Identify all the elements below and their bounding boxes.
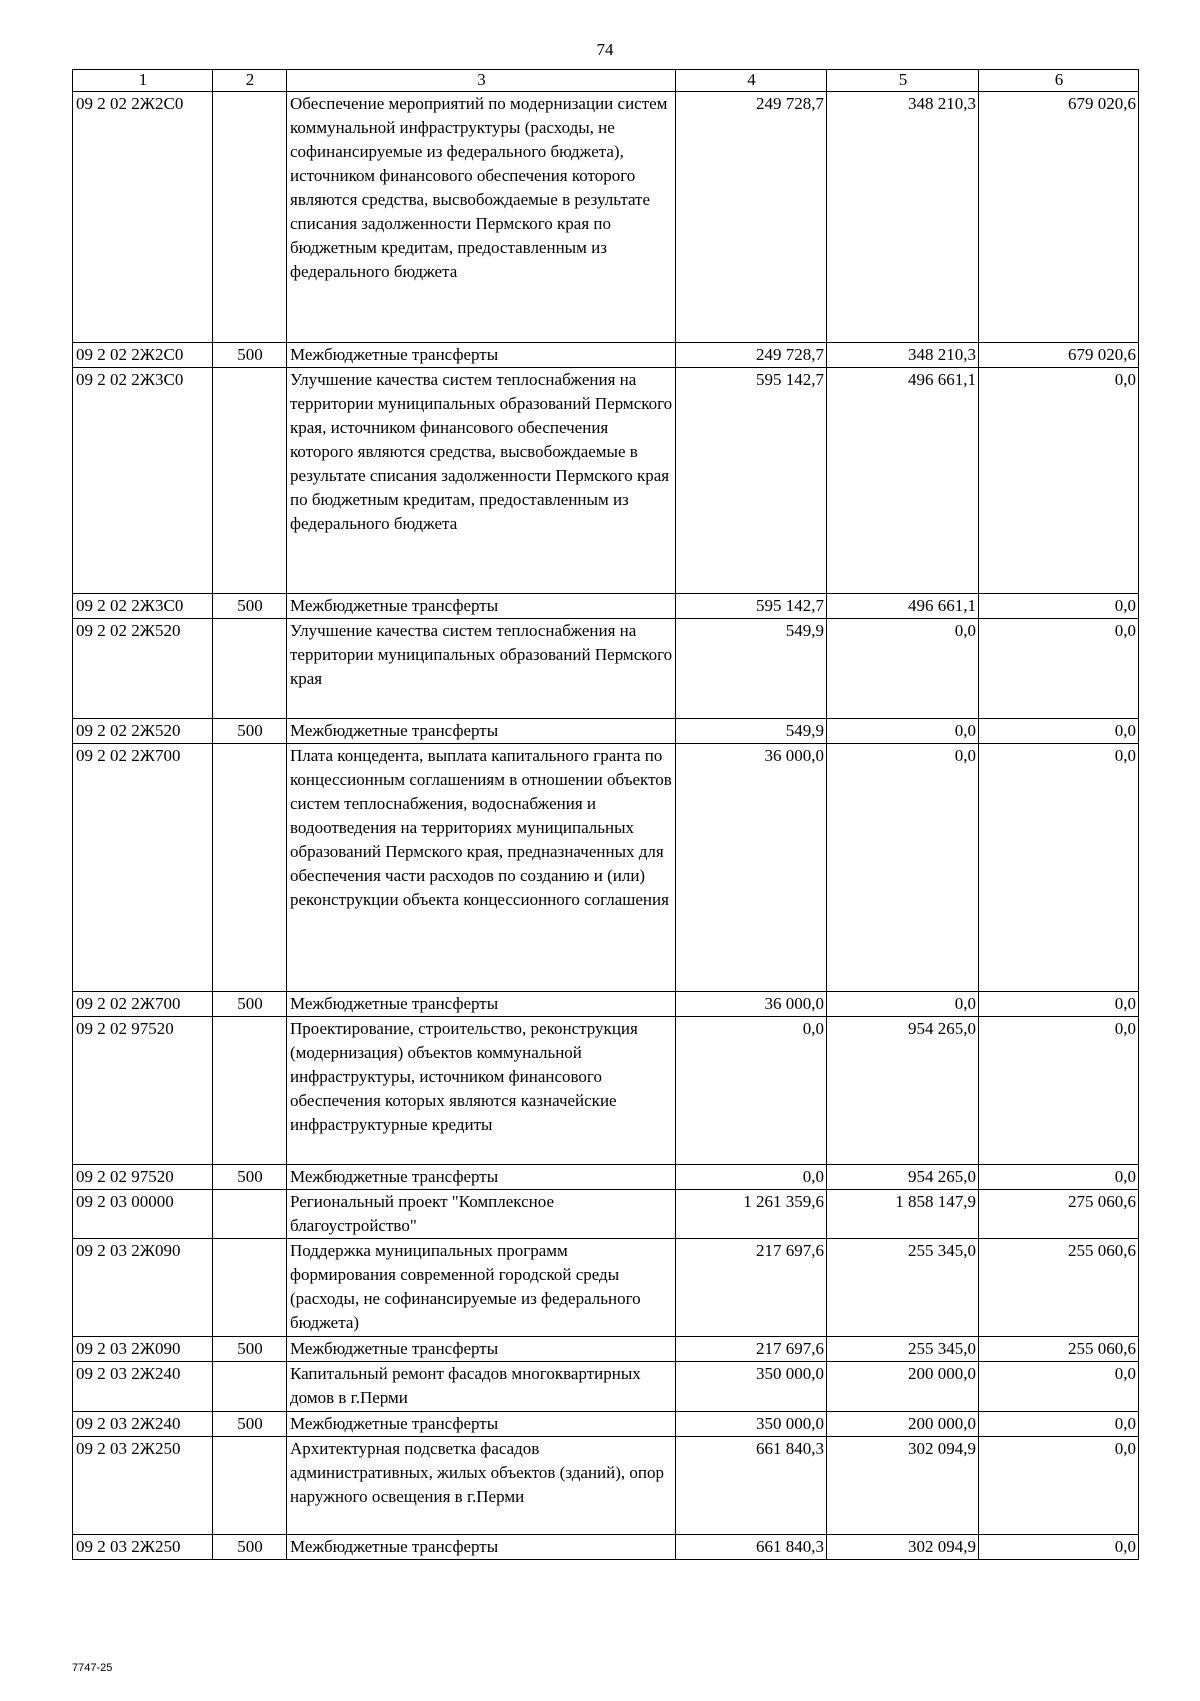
type-cell: 500 bbox=[213, 1337, 287, 1362]
value-cell-5: 1 858 147,9 bbox=[827, 1190, 979, 1239]
value-cell-6: 0,0 bbox=[979, 368, 1139, 594]
value-cell-5: 496 661,1 bbox=[827, 594, 979, 619]
name-cell: Межбюджетные трансферты bbox=[287, 992, 676, 1017]
type-cell bbox=[213, 1437, 287, 1535]
name-cell: Обеспечение мероприятий по модернизации систем коммунальной инфраструктуры (расходы, не софинансируемые из федерального бюджета), источником финансового обеспечения которого являются средства, высвобождаемые в результате списания задолженности Пермского края по бюджетным кредитам, предоставленным из федерального бюджета bbox=[287, 92, 676, 343]
page-number: 74 bbox=[596, 40, 614, 59]
name-cell: Региональный проект "Комплексное благоустройство" bbox=[287, 1190, 676, 1239]
name-cell: Межбюджетные трансферты bbox=[287, 343, 676, 368]
value-cell-4: 217 697,6 bbox=[676, 1337, 827, 1362]
value-cell-6: 0,0 bbox=[979, 1412, 1139, 1437]
value-cell-5: 0,0 bbox=[827, 619, 979, 719]
table-row bbox=[73, 744, 1139, 992]
name-cell: Межбюджетные трансферты bbox=[287, 719, 676, 744]
value-cell-5: 496 661,1 bbox=[827, 368, 979, 594]
type-cell bbox=[213, 619, 287, 719]
type-cell: 500 bbox=[213, 719, 287, 744]
value-cell-6: 0,0 bbox=[979, 1535, 1139, 1560]
value-cell-6: 0,0 bbox=[979, 1165, 1139, 1190]
col-header-1: 1 bbox=[73, 70, 213, 92]
code-cell: 09 2 03 2Ж090 bbox=[73, 1337, 213, 1362]
value-cell-6: 679 020,6 bbox=[979, 343, 1139, 368]
value-cell-4: 36 000,0 bbox=[676, 744, 827, 992]
value-cell-6: 255 060,6 bbox=[979, 1337, 1139, 1362]
value-cell-5: 255 345,0 bbox=[827, 1239, 979, 1337]
table-row bbox=[73, 1165, 1139, 1190]
table-row bbox=[73, 1239, 1139, 1337]
name-cell: Межбюджетные трансферты bbox=[287, 1535, 676, 1560]
name-cell: Улучшение качества систем теплоснабжения на территории муниципальных образований Пермского края bbox=[287, 619, 676, 719]
name-cell: Капитальный ремонт фасадов многоквартирных домов в г.Перми bbox=[287, 1362, 676, 1412]
type-cell bbox=[213, 1017, 287, 1165]
value-cell-4: 36 000,0 bbox=[676, 992, 827, 1017]
code-cell: 09 2 02 97520 bbox=[73, 1165, 213, 1190]
col-header-4: 4 bbox=[676, 70, 827, 92]
type-cell bbox=[213, 368, 287, 594]
value-cell-6: 0,0 bbox=[979, 1017, 1139, 1165]
type-cell: 500 bbox=[213, 343, 287, 368]
name-cell: Улучшение качества систем теплоснабжения на территории муниципальных образований Пермского края, источником финансового обеспечения которого являются средства, высвобождаемые в результате списания задолженности Пермского края по бюджетным кредитам, предоставленным из федерального бюджета bbox=[287, 368, 676, 594]
code-cell: 09 2 02 2Ж700 bbox=[73, 744, 213, 992]
value-cell-4: 1 261 359,6 bbox=[676, 1190, 827, 1239]
code-cell: 09 2 02 2Ж700 bbox=[73, 992, 213, 1017]
table-row bbox=[73, 594, 1139, 619]
name-cell: Межбюджетные трансферты bbox=[287, 1337, 676, 1362]
code-cell: 09 2 02 97520 bbox=[73, 1017, 213, 1165]
code-cell: 09 2 02 2Ж520 bbox=[73, 719, 213, 744]
value-cell-5: 255 345,0 bbox=[827, 1337, 979, 1362]
table-row bbox=[73, 1362, 1139, 1412]
value-cell-5: 348 210,3 bbox=[827, 343, 979, 368]
value-cell-5: 0,0 bbox=[827, 992, 979, 1017]
code-cell: 09 2 02 2Ж520 bbox=[73, 619, 213, 719]
col-header-6: 6 bbox=[979, 70, 1139, 92]
value-cell-4: 549,9 bbox=[676, 719, 827, 744]
code-cell: 09 2 03 2Ж240 bbox=[73, 1412, 213, 1437]
value-cell-5: 0,0 bbox=[827, 744, 979, 992]
value-cell-4: 661 840,3 bbox=[676, 1437, 827, 1535]
type-cell bbox=[213, 92, 287, 343]
value-cell-6: 0,0 bbox=[979, 992, 1139, 1017]
value-cell-5: 302 094,9 bbox=[827, 1535, 979, 1560]
code-cell: 09 2 02 2Ж2С0 bbox=[73, 92, 213, 343]
value-cell-4: 0,0 bbox=[676, 1017, 827, 1165]
code-cell: 09 2 03 2Ж250 bbox=[73, 1535, 213, 1560]
table-row bbox=[73, 719, 1139, 744]
type-cell: 500 bbox=[213, 992, 287, 1017]
table-row bbox=[73, 992, 1139, 1017]
table-row bbox=[73, 1437, 1139, 1535]
type-cell bbox=[213, 1190, 287, 1239]
value-cell-6: 0,0 bbox=[979, 619, 1139, 719]
value-cell-4: 661 840,3 bbox=[676, 1535, 827, 1560]
value-cell-5: 200 000,0 bbox=[827, 1412, 979, 1437]
value-cell-4: 350 000,0 bbox=[676, 1362, 827, 1412]
table-row bbox=[73, 1190, 1139, 1239]
type-cell bbox=[213, 744, 287, 992]
type-cell bbox=[213, 1239, 287, 1337]
value-cell-6: 0,0 bbox=[979, 719, 1139, 744]
value-cell-6: 275 060,6 bbox=[979, 1190, 1139, 1239]
value-cell-6: 0,0 bbox=[979, 594, 1139, 619]
table-row bbox=[73, 368, 1139, 594]
col-header-5: 5 bbox=[827, 70, 979, 92]
value-cell-5: 0,0 bbox=[827, 719, 979, 744]
code-cell: 09 2 03 2Ж090 bbox=[73, 1239, 213, 1337]
code-cell: 09 2 02 2Ж2С0 bbox=[73, 343, 213, 368]
type-cell: 500 bbox=[213, 594, 287, 619]
table-row bbox=[73, 1337, 1139, 1362]
col-header-3: 3 bbox=[287, 70, 676, 92]
type-cell: 500 bbox=[213, 1535, 287, 1560]
value-cell-4: 595 142,7 bbox=[676, 368, 827, 594]
value-cell-4: 0,0 bbox=[676, 1165, 827, 1190]
type-cell bbox=[213, 1362, 287, 1412]
value-cell-6: 0,0 bbox=[979, 1362, 1139, 1412]
table-row bbox=[73, 619, 1139, 719]
table-row bbox=[73, 1535, 1139, 1560]
name-cell: Поддержка муниципальных программ формирования современной городской среды (расходы, не софинансируемые из федерального бюджета) bbox=[287, 1239, 676, 1337]
header-row bbox=[73, 70, 1139, 92]
name-cell: Плата концедента, выплата капитального гранта по концессионным соглашениям в отношении объектов систем теплоснабжения, водоснабжения и водоотведения на территориях муниципальных образований Пермского края, предназначенных для обеспечения части расходов по созданию и (или) реконструкции объекта концессионного соглашения bbox=[287, 744, 676, 992]
value-cell-4: 249 728,7 bbox=[676, 92, 827, 343]
table-row bbox=[73, 1017, 1139, 1165]
value-cell-5: 348 210,3 bbox=[827, 92, 979, 343]
value-cell-5: 200 000,0 bbox=[827, 1362, 979, 1412]
code-cell: 09 2 02 2Ж3С0 bbox=[73, 594, 213, 619]
code-cell: 09 2 03 2Ж250 bbox=[73, 1437, 213, 1535]
budget-table bbox=[72, 69, 1139, 1560]
value-cell-4: 249 728,7 bbox=[676, 343, 827, 368]
value-cell-6: 0,0 bbox=[979, 1437, 1139, 1535]
code-cell: 09 2 03 00000 bbox=[73, 1190, 213, 1239]
type-cell: 500 bbox=[213, 1412, 287, 1437]
footer-document-code: 7747-25 bbox=[72, 1662, 113, 1674]
col-header-2: 2 bbox=[213, 70, 287, 92]
value-cell-6: 0,0 bbox=[979, 744, 1139, 992]
code-cell: 09 2 02 2Ж3С0 bbox=[73, 368, 213, 594]
value-cell-4: 217 697,6 bbox=[676, 1239, 827, 1337]
name-cell: Межбюджетные трансферты bbox=[287, 594, 676, 619]
name-cell: Проектирование, строительство, реконструкция (модернизация) объектов коммунальной инфраструктуры, источником финансового обеспечения которых являются казначейские инфраструктурные кредиты bbox=[287, 1017, 676, 1165]
table-row bbox=[73, 92, 1139, 343]
value-cell-5: 954 265,0 bbox=[827, 1017, 979, 1165]
value-cell-5: 954 265,0 bbox=[827, 1165, 979, 1190]
value-cell-4: 595 142,7 bbox=[676, 594, 827, 619]
type-cell: 500 bbox=[213, 1165, 287, 1190]
value-cell-6: 679 020,6 bbox=[979, 92, 1139, 343]
name-cell: Межбюджетные трансферты bbox=[287, 1412, 676, 1437]
value-cell-4: 549,9 bbox=[676, 619, 827, 719]
value-cell-6: 255 060,6 bbox=[979, 1239, 1139, 1337]
value-cell-5: 302 094,9 bbox=[827, 1437, 979, 1535]
value-cell-4: 350 000,0 bbox=[676, 1412, 827, 1437]
code-cell: 09 2 03 2Ж240 bbox=[73, 1362, 213, 1412]
name-cell: Межбюджетные трансферты bbox=[287, 1165, 676, 1190]
table-row bbox=[73, 1412, 1139, 1437]
name-cell: Архитектурная подсветка фасадов административных, жилых объектов (зданий), опор наружного освещения в г.Перми bbox=[287, 1437, 676, 1535]
table-row bbox=[73, 343, 1139, 368]
